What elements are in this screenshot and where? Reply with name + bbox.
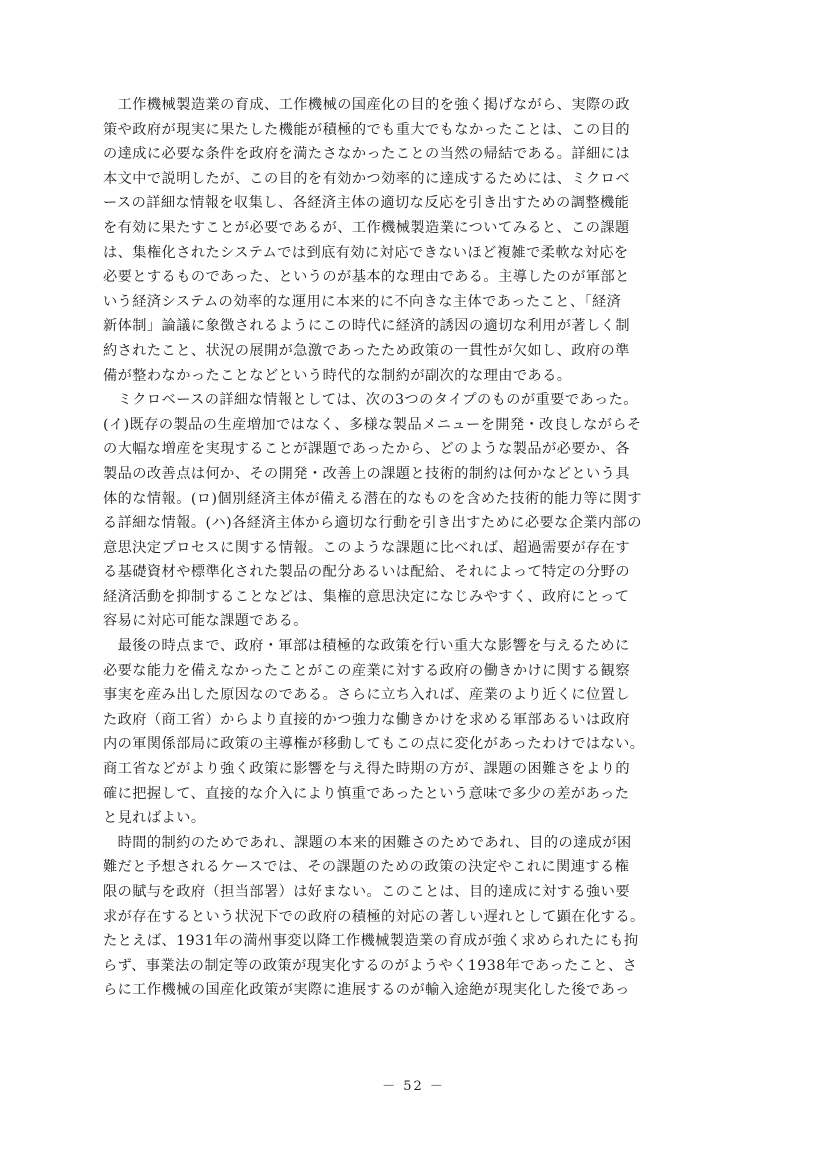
text-line: らず、事業法の制定等の政策が現実化するのがようやく1938年であったこと、さ (103, 957, 638, 974)
text-line: る詳細な情報。(ハ)各経済主体から適切な行動を引き出すために必要な企業内部の (103, 515, 642, 532)
text-line: 経済活動を抑制することなどは、集権的意思決定になじみやすく、政府にとって (103, 588, 630, 605)
text-line: 製品の改善点は何か、その開発・改善上の課題と技術的制約は何かなどという具 (103, 465, 630, 482)
text-line: 最後の時点まで、政府・軍部は積極的な政策を行い重大な影響を与えるために (103, 638, 630, 655)
text-line: る基礎資材や標準化された製品の配分あるいは配給、それによって特定の分野の (103, 564, 630, 581)
text-line: は、集権化されたシステムでは到底有効に対応できないほど複雑で柔軟な対応を (103, 244, 629, 261)
text-line: いう経済システムの効率的な運用に本来的に不向きな主体であったこと、「経済 (103, 293, 622, 310)
text-line: 商工省などがより強く政策に影響を与え得た時期の方が、課題の困難さをより的 (103, 761, 630, 778)
text-line: 難だと予想されるケースでは、その課題のための政策の決定やこれに関連する権 (103, 859, 630, 876)
text-line: (イ)既存の製品の生産増加ではなく、多様な製品メニューを開発・改良しながらそ (103, 416, 642, 433)
text-line: 事実を産み出した原因なのである。さらに立ち入れば、産業のより近くに位置し (103, 687, 630, 704)
text-line: ースの詳細な情報を収集し、各経済主体の適切な反応を引き出すための調整機能 (103, 195, 630, 212)
text-line: 必要とするものであった、というのが基本的な理由である。主導したのが軍部と (103, 269, 630, 286)
text-line: 求が存在するという状況下での政府の積極的対応の著しい遅れとして顕在化する。 (103, 908, 645, 925)
page-number: － 52 － (382, 1079, 445, 1094)
text-line: 確に把握して、直接的な介入により慎重であったという意味で多少の差があった (103, 785, 630, 802)
text-line: たとえば、1931年の満州事変以降工作機械製造業の育成が強く求められたにも拘 (103, 933, 639, 950)
text-line: 新体制」論議に象徴されるようにこの時代に経済的誘因の適切な利用が著しく制 (103, 318, 630, 335)
text-line: 内の軍関係部局に政策の主導権が移動してもこの点に変化があったわけではない。 (103, 736, 645, 753)
text-line: ミクロベースの詳細な情報としては、次の3つのタイプのものが重要であった。 (103, 392, 638, 409)
text-line: らに工作機械の国産化政策が実際に進展するのが輸入途絶が現実化した後であっ (103, 982, 630, 999)
body-text (103, 93, 703, 1003)
text-line: 意思決定プロセスに関する情報。このような課題に比べれば、超過需要が存在す (103, 539, 630, 556)
text-line: を有効に果たすことが必要であるが、工作機械製造業についてみると、この課題 (103, 219, 630, 236)
text-line: 容易に対応可能な課題である。 (103, 613, 308, 630)
text-line: の大幅な増産を実現することが課題であったから、どのような製品が必要か、各 (103, 441, 630, 458)
text-line: の達成に必要な条件を政府を満たさなかったことの当然の帰結である。詳細には (103, 146, 630, 163)
text-line: 約されたこと、状況の展開が急激であったため政策の一貫性が欠如し、政府の準 (103, 342, 630, 359)
text-line: 時間的制約のためであれ、課題の本来的困難さのためであれ、目的の達成が困 (103, 834, 632, 851)
text-line: 限の賦与を政府（担当部署）は好まない。このことは、目的達成に対する強い要 (103, 884, 630, 900)
text-line: 工作機械製造業の育成、工作機械の国産化の目的を強く掲げながら、実際の政 (103, 97, 630, 113)
text-line: た政府（商工省）からより直接的かつ強力な働きかけを求める軍部あるいは政府 (103, 711, 630, 728)
text-line: と見ればよい。 (103, 810, 206, 827)
text-line: 本文中で説明したが、この目的を有効かつ効率的に達成するためには、ミクロベ (103, 170, 630, 187)
text-line: 必要な能力を備えなかったことがこの産業に対する政府の働きかけに関する観察 (103, 662, 630, 679)
text-line: 体的な情報。(ロ)個別経済主体が備える潜在的なものを含めた技術的能力等に関す (103, 490, 642, 507)
text-line: 策や政府が現実に果たした機能が積極的でも重大でもなかったことは、この目的 (103, 121, 630, 138)
text-line: 備が整わなかったことなどという時代的な制約が副次的な理由である。 (103, 367, 572, 384)
